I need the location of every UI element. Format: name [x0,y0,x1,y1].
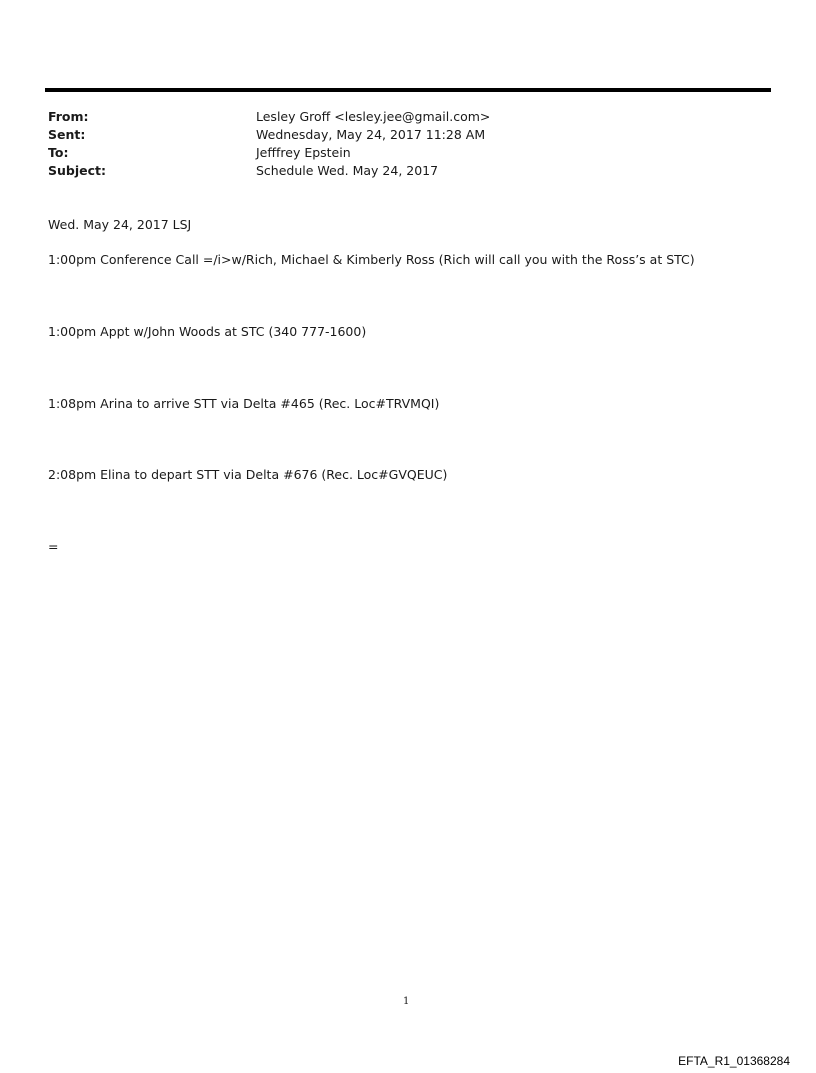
sent-label: Sent: [48,127,86,142]
subject-label: Subject: [48,163,106,178]
to-value: Jefffrey Epstein [256,145,351,160]
schedule-item: 2:08pm Elina to depart STT via Delta #676 (Rec. Loc#GVQEUC) [48,467,448,482]
page-number: 1 [403,996,410,1007]
schedule-item: 1:00pm Appt w/John Woods at STC (340 777-1600) [48,324,367,339]
to-row [48,144,490,162]
schedule-item: 1:00pm Conference Call =/i>w/Rich, Michael & Kimberly Ross (Rich will call you with the Ross’s at STC) [48,252,695,267]
to-label: To: [48,145,69,160]
email-header [48,108,490,180]
from-row [48,108,490,126]
sent-value: Wednesday, May 24, 2017 11:28 AM [256,127,486,142]
header-divider [45,88,771,92]
from-label: From: [48,109,89,124]
trailing-equals: = [48,539,59,554]
from-value: Lesley Groff <lesley.jee@gmail.com> [256,109,491,124]
schedule-item: 1:08pm Arina to arrive STT via Delta #465 (Rec. Loc#TRVMQI) [48,396,440,411]
sent-row [48,126,490,144]
subject-row [48,162,490,180]
subject-value: Schedule Wed. May 24, 2017 [256,163,439,178]
document-id: EFTA_R1_01368284 [678,1054,790,1068]
schedule-date-line: Wed. May 24, 2017 LSJ [48,217,192,232]
